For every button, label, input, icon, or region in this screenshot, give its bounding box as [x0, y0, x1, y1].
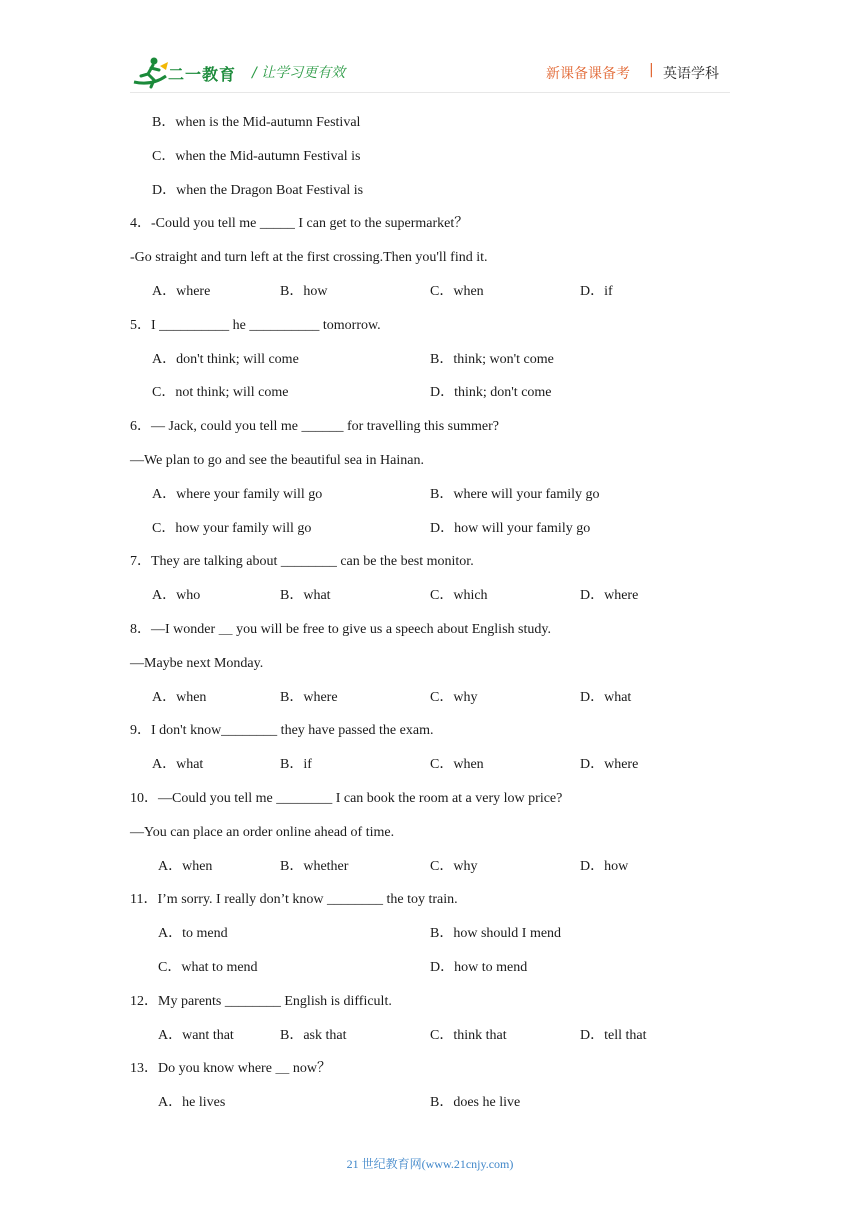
option-line: A．who	[152, 588, 201, 603]
option-line: D．tell that	[580, 1028, 647, 1043]
option-line: A．to mend	[158, 926, 228, 941]
option-line: B．if	[280, 757, 312, 772]
option-line: C．when	[430, 284, 484, 299]
option-line: A．when	[152, 690, 207, 705]
option-line: B．think; won't come	[430, 352, 554, 367]
dialogue-line: -Go straight and turn left at the first crossing.Then you'll find it.	[130, 250, 488, 265]
logo-text: 二一教育	[168, 65, 237, 84]
option-line: D．if	[580, 284, 613, 299]
question-line: 12．My parents ________ English is difficult.	[130, 994, 392, 1009]
option-line: A．where	[152, 284, 211, 299]
option-line: C．when	[430, 757, 484, 772]
question-line: 5．I __________ he __________ tomorrow.	[130, 318, 381, 333]
option-line: D．how	[580, 859, 629, 874]
option-line: D．what	[580, 690, 632, 705]
option-line: B．how	[280, 284, 328, 299]
option-line: A．don't think; will come	[152, 352, 299, 367]
option-line: A．where your family will go	[152, 487, 323, 502]
option-line: D．where	[580, 757, 639, 772]
option-line: C．when the Mid-autumn Festival is	[152, 149, 361, 164]
option-line: C．not think; will come	[152, 385, 289, 400]
dialogue-line: —We plan to go and see the beautiful sea in Hainan.	[130, 453, 424, 468]
option-line: C．which	[430, 588, 488, 603]
option-line: B．ask that	[280, 1028, 347, 1043]
option-line: B．what	[280, 588, 331, 603]
option-line: A．he lives	[158, 1095, 226, 1110]
question-line: 11．I’m sorry. I really don’t know ________ the toy train.	[130, 892, 458, 907]
question-line: 4．-Could you tell me _____ I can get to the supermarket？	[130, 216, 469, 231]
page-header	[0, 0, 860, 100]
option-line: D．how will your family go	[430, 521, 591, 536]
question-line: 7．They are talking about ________ can be the best monitor.	[130, 554, 474, 569]
option-line: D．where	[580, 588, 639, 603]
option-line: C．why	[430, 690, 478, 705]
option-line: C．how your family will go	[152, 521, 312, 536]
question-line: 10．—Could you tell me ________ I can book the room at a very low price?	[130, 791, 563, 806]
question-line: 6．— Jack, could you tell me ______ for travelling this summer?	[130, 419, 499, 434]
dialogue-line: —You can place an order online ahead of time.	[130, 825, 395, 840]
option-line: C．why	[430, 859, 478, 874]
option-line: C．think that	[430, 1028, 507, 1043]
option-line: D．think; don't come	[430, 385, 552, 400]
header-course-label: 新课备课备考	[546, 66, 630, 82]
option-line: B．how should I mend	[430, 926, 562, 941]
option-line: B．where	[280, 690, 338, 705]
option-line: D．when the Dragon Boat Festival is	[152, 183, 364, 198]
header-subject-label: 英语学科	[663, 66, 719, 82]
option-line: A．want that	[158, 1028, 234, 1043]
option-line: D．how to mend	[430, 960, 528, 975]
option-line: A．when	[158, 859, 213, 874]
question-line: 8．—I wonder ＿ you will be free to give us a speech about English study.	[130, 622, 551, 637]
option-line: B．does he live	[430, 1095, 521, 1110]
question-line: 13．Do you know where ＿ now？	[130, 1061, 332, 1076]
option-line: B．whether	[280, 859, 349, 874]
page-footer: 21 世纪教育网(www.21cnjy.com)	[346, 1157, 514, 1171]
question-line: 9．I don't know________ they have passed the exam.	[130, 723, 434, 738]
slogan: / 让学习更有效	[252, 65, 346, 81]
option-line: B．when is the Mid-autumn Festival	[152, 115, 361, 130]
option-line: A．what	[152, 757, 204, 772]
header-separator: |	[649, 62, 654, 78]
option-line: B．where will your family go	[430, 487, 600, 502]
option-line: C．what to mend	[158, 960, 258, 975]
header-divider	[130, 92, 730, 93]
dialogue-line: —Maybe next Monday.	[130, 656, 264, 671]
